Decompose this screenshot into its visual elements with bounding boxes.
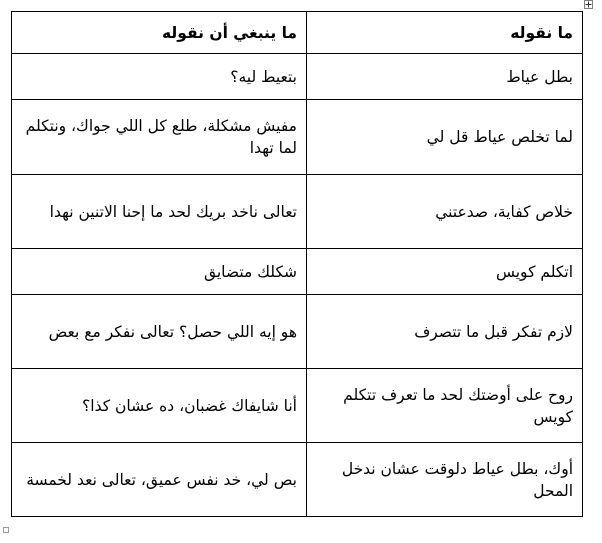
table-move-handle-icon[interactable] <box>584 0 593 9</box>
table-row <box>12 369 583 443</box>
table-row <box>12 100 583 175</box>
table-row <box>12 54 583 100</box>
table-row <box>12 249 583 295</box>
table-cell: بص لي، خد نفس عميق، تعالى نعد لخمسة <box>12 443 307 517</box>
table-row <box>12 443 583 517</box>
table-cell: لازم تفكر قبل ما تتصرف <box>307 295 583 369</box>
table-cell: بطل عياط <box>307 54 583 100</box>
table-cell: لما تخلص عياط قل لي <box>307 100 583 175</box>
table-cell: أنا شايفاك غضبان، ده عشان كذا؟ <box>12 369 307 443</box>
table-cell: مفيش مشكلة، طلع كل اللي جواك، ونتكلم لما تهدا <box>12 100 307 175</box>
comparison-table <box>11 11 583 517</box>
table-resize-handle-icon[interactable] <box>3 527 9 533</box>
table-cell: هو إيه اللي حصل؟ تعالى نفكر مع بعض <box>12 295 307 369</box>
table-cell: شكلك متضايق <box>12 249 307 295</box>
table-cell: اتكلم كويس <box>307 249 583 295</box>
table-header-row <box>12 12 583 54</box>
table-row <box>12 175 583 249</box>
table-row <box>12 295 583 369</box>
table-cell: خلاص كفاية، صدعتني <box>307 175 583 249</box>
table-cell: أوك، بطل عياط دلوقت عشان ندخل المحل <box>307 443 583 517</box>
header-cell-what-we-say: ما نقوله <box>307 12 583 54</box>
table-cell: روح على أوضتك لحد ما تعرف تتكلم كويس <box>307 369 583 443</box>
header-cell-what-we-should-say: ما ينبغي أن نقوله <box>12 12 307 54</box>
table-cell: بتعيط ليه؟ <box>12 54 307 100</box>
table-cell: تعالى ناخد بريك لحد ما إحنا الاتنين نهدا <box>12 175 307 249</box>
